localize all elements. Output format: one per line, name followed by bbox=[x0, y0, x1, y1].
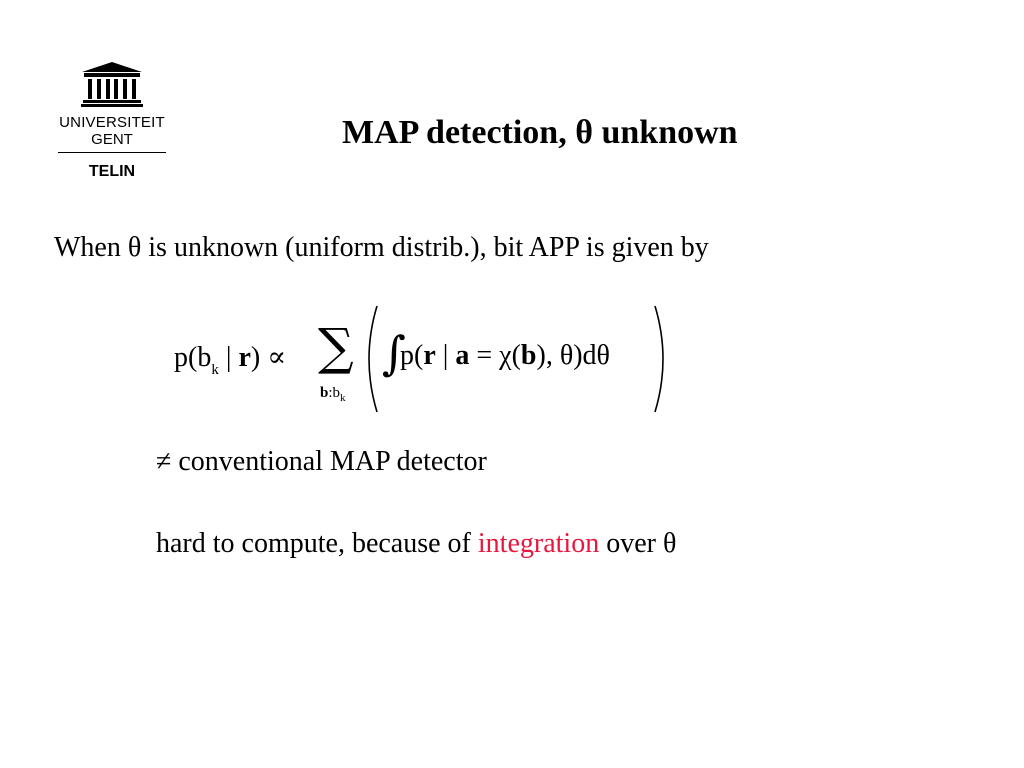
sum-limit-b: b bbox=[320, 385, 329, 401]
sum-limit bbox=[320, 385, 346, 402]
logo-department-text: TELIN bbox=[88, 163, 136, 180]
formula-lhs-p: p(b bbox=[174, 342, 212, 373]
integrand-given: | bbox=[435, 340, 456, 371]
sum-symbol: ∑ bbox=[318, 318, 354, 376]
highlight-integration: integration bbox=[477, 528, 600, 559]
bullet2-suffix: over θ bbox=[599, 528, 677, 559]
integrand-eq: = χ( bbox=[469, 340, 521, 371]
sum-limit-subscript: k bbox=[340, 392, 346, 404]
bullet-not-equal: ≠ conventional MAP detector bbox=[156, 446, 487, 477]
sum-limit-colon: :b bbox=[328, 385, 341, 401]
formula-lhs bbox=[174, 340, 287, 378]
formula-lhs-close: ) bbox=[250, 342, 261, 373]
logo-divider bbox=[58, 152, 166, 153]
integrand-p: p( bbox=[400, 340, 424, 371]
intro-text: When θ is unknown (uniform distrib.), bit APP is given by bbox=[54, 232, 709, 263]
bullet-hard-to-compute bbox=[156, 528, 676, 560]
bullet2-prefix: hard to compute, because of bbox=[156, 528, 478, 559]
logo-city-text: GENT bbox=[91, 131, 133, 148]
right-paren bbox=[652, 304, 672, 414]
integrand-rest: ), θ)dθ bbox=[536, 340, 610, 371]
slide-title: MAP detection, θ unknown bbox=[342, 114, 738, 151]
formula-lhs-subscript: k bbox=[211, 362, 219, 378]
formula-lhs-r: r bbox=[238, 342, 251, 373]
formula-proportional: ∝ bbox=[260, 342, 287, 373]
university-logo bbox=[56, 60, 168, 190]
left-paren bbox=[360, 304, 380, 414]
integral-symbol: ∫ bbox=[382, 326, 406, 380]
formula-lhs-given: | bbox=[218, 342, 239, 373]
building-icon bbox=[80, 60, 144, 110]
integrand-r: r bbox=[423, 340, 436, 371]
integrand-b: b bbox=[520, 340, 537, 371]
formula-integrand bbox=[400, 340, 610, 372]
logo-university-text: UNIVERSITEIT bbox=[59, 114, 165, 131]
integrand-a: a bbox=[455, 340, 470, 371]
